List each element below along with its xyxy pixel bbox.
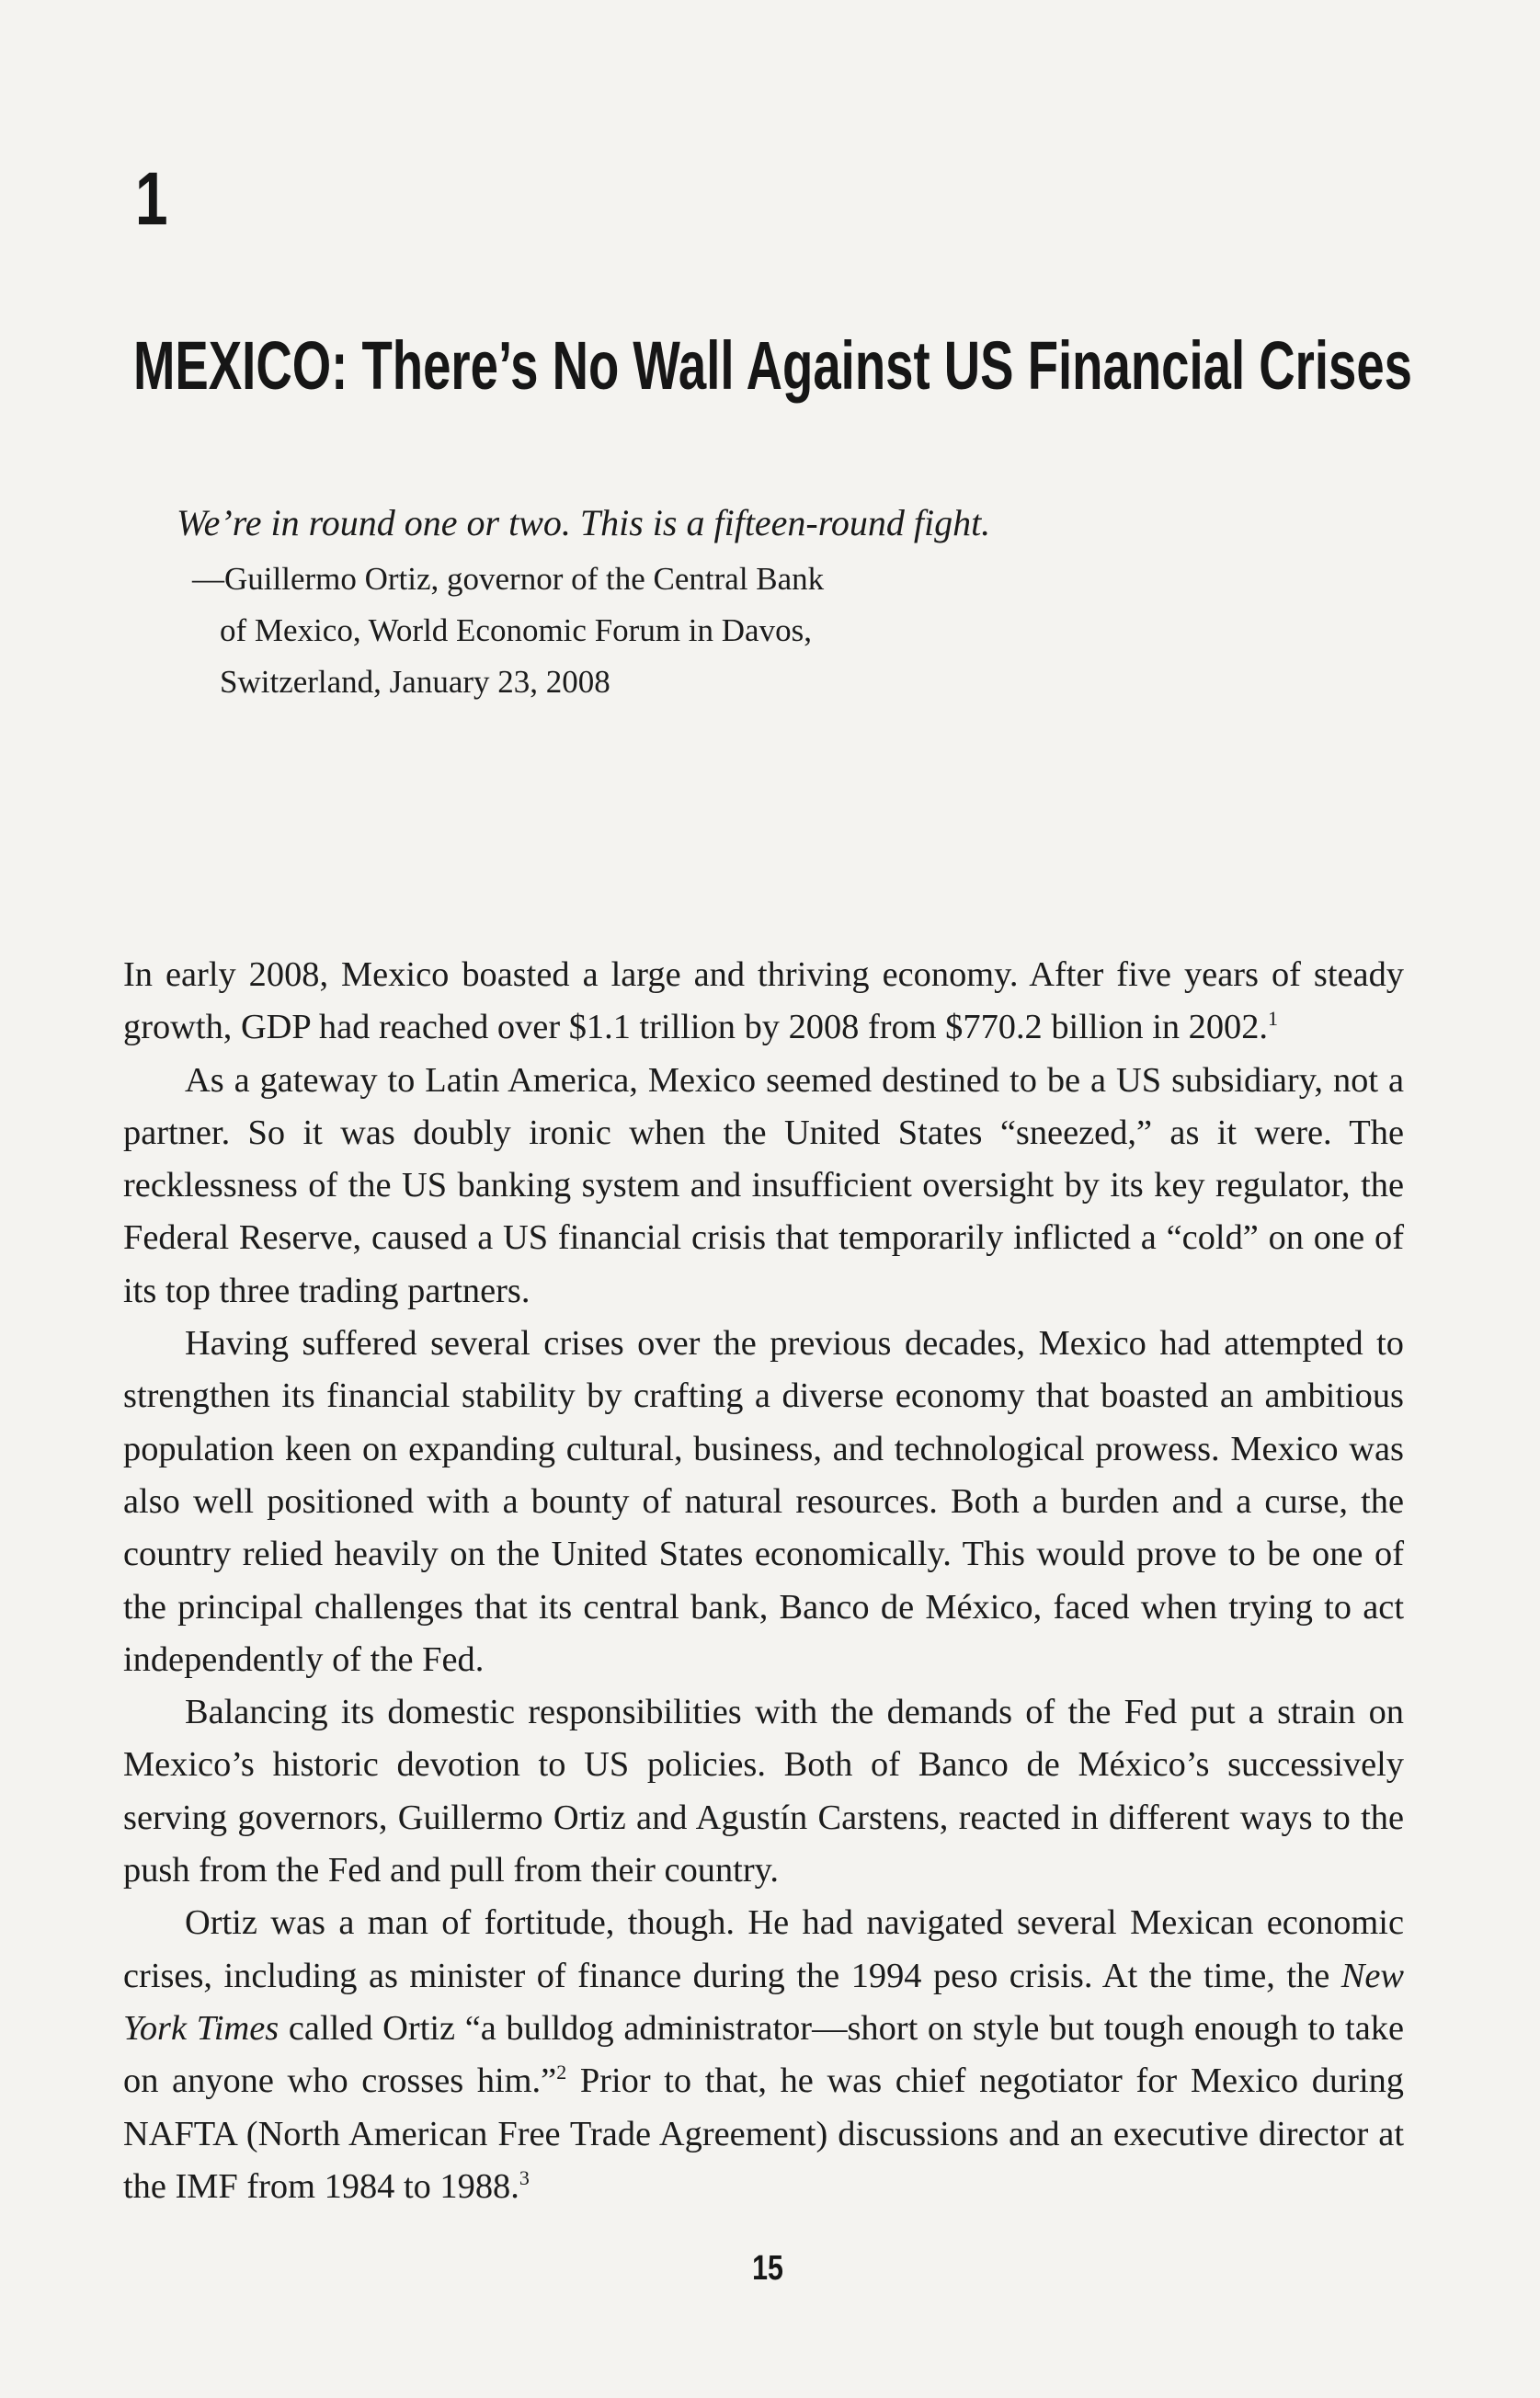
footnote-ref: 3: [519, 2165, 530, 2189]
paragraph: Having suffered several crises over the previous decades, Mexico had attempted to strengthen its financial stability by crafting a diverse economy that boasted an ambitious population keen on expanding cultural, business, and technological prowess. Mexico was also well positioned with a bounty of natural resources. Both a burden and a curse, the country relied heavily on the United States economically. This would prove to be one of the principal challenges that its central bank, Banco de México, faced when trying to act independently of the Fed.: [123, 1324, 1404, 1679]
epigraph-attribution-line: Switzerland, January 23, 2008: [220, 664, 610, 700]
publication-title: New York Times: [123, 1956, 1404, 2048]
page-number: 15: [752, 2249, 783, 2288]
body-text: [123, 949, 1404, 2213]
paragraph: Balancing its domestic responsibilities with the demands of the Fed put a strain on Mexico’s historic devotion to US policies. Both of Banco de México’s successively serving governors, Guillermo Ortiz and Agustín Carstens, reacted in different ways to the push from the Fed and pull from their country.: [123, 1693, 1404, 1890]
paragraph: Ortiz was a man of fortitude, though. He had navigated several Mexican economic crises, including as minister of finance during the 1994 peso crisis. At the time, the New York Times called Ortiz “a bulldog administrator—short on style but tough enough to take on anyone who crosses him.”$^2$ Prior to that, he was chief negotiator for Mexico during NAFTA (North American Free Trade Agreement) discussions and an executive director at the IMF from 1984 to 1988.$^3$: [123, 1903, 1405, 2206]
epigraph-attribution: [177, 554, 1188, 708]
paragraph: In early 2008, Mexico boasted a large and thriving economy. After five years of steady growth, GDP had reached over $1.1 trillion by 2008 from $770.2 billion in 2002.$^1$: [123, 955, 1404, 1047]
paragraph: As a gateway to Latin America, Mexico seemed destined to be a US subsidiary, not a partner. So it was doubly ironic when the United States “sneezed,” as it were. The recklessness of the US banking system and insufficient oversight by its key regulator, the Federal Reserve, caused a US financial crisis that temporarily inflicted a “cold” on one of its top three trading partners.: [123, 1060, 1404, 1310]
footnote-ref: 2: [556, 2061, 567, 2084]
footnote-ref: 1: [1268, 1007, 1279, 1031]
epigraph-quote: We’re in round one or two. This is a fifteen-round fight.: [177, 502, 991, 543]
chapter-number: 1: [135, 157, 168, 241]
epigraph-attribution-line: —Guillermo Ortiz, governor of the Central Bank: [192, 561, 825, 597]
epigraph-attribution-line: of Mexico, World Economic Forum in Davos,: [220, 612, 812, 648]
epigraph: [177, 497, 1188, 708]
chapter-title: MEXICO: There’s No Wall Against US Financial Crises: [133, 327, 1413, 404]
